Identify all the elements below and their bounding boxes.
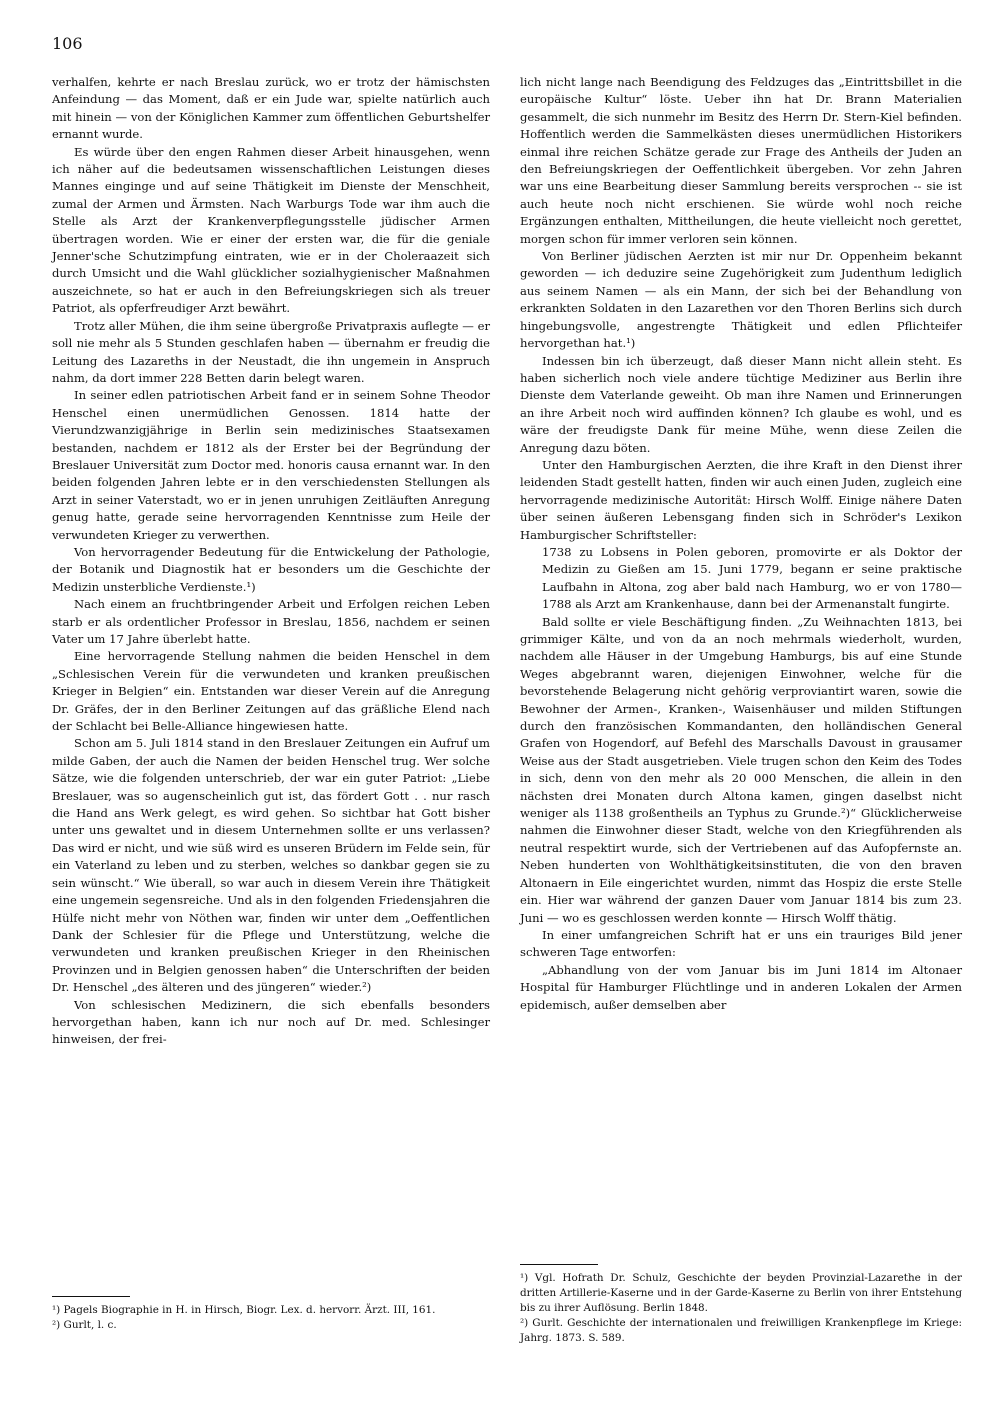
paragraph: Unter den Hamburgischen Aerzten, die ihre Kraft in den Dienst ihrer leidenden Stadt gestellt hatten, finden wir auch einen Juden, zugleich eine hervorragende medizinische Autorität: Hirsch Wolff. Einige nähere Daten über seinen äußeren Lebensgang finden sich in Schröder's Lexikon Hamburgischer Schriftsteller: xyxy=(520,457,962,542)
footnote-rule xyxy=(52,1296,130,1297)
paragraph: Von hervorragender Bedeutung für die Entwickelung der Pathologie, der Botanik und Diagnostik hat er besonders um die Geschichte der Medizin unsterbliche Verdienste.¹) xyxy=(52,544,490,594)
footnote: ²) Gurlt, l. c. xyxy=(52,1319,117,1331)
right-column xyxy=(520,74,962,1014)
left-column xyxy=(52,74,490,1049)
footnotes-right xyxy=(520,1264,962,1346)
footnote: ¹) Pagels Biographie in H. in Hirsch, Biogr. Lex. d. hervorr. Ärzt. III, 161. xyxy=(52,1304,436,1316)
paragraph: Von Berliner jüdischen Aerzten ist mir nur Dr. Oppenheim bekannt geworden — ich deduzire seine Zugehörigkeit zum Judenthum lediglich aus seinem Namen — als ein Mann, der sich bei der Behandlung von erkrankten Soldaten in den Lazarethen vor den Thoren Berlins sich durch hingebungsvolle, angestrengte Thätigkeit und edlen Pflichteifer hervorgethan hat.¹) xyxy=(520,249,962,351)
paragraph: verhalfen, kehrte er nach Breslau zurück, wo er trotz der hämischsten Anfeindung — das Moment, daß er ein Jude war, spielte natürlich auch mit hinein — von der Königlichen Kammer zum öffentlichen Geburtshelfer ernannt wurde. xyxy=(52,75,490,142)
paragraph: Von schlesischen Medizinern, die sich ebenfalls besonders hervorgethan haben, kann ich nur noch auf Dr. med. Schlesinger hinweisen, der frei- xyxy=(52,997,490,1047)
paragraph: Bald sollte er viele Beschäftigung finden. „Zu Weihnachten 1813, bei grimmiger Kälte, und von da an noch mehrmals wiederholt, wurden, nachdem alle Häuser in der Umgebung Hamburgs, bis auf eine Stunde Weges abgebrannt waren, diejenigen Einwohner, welche für die bevorstehende Belagerung nicht gehörig verproviantirt waren, sowie die Bewohner der Armen-, Kranken-, Waisenhäuser und milden Stiftungen durch den französischen Kommandanten, den holländischen General Grafen von Hogendorf, auf Befehl des Marschalls Davoust in grausamer Weise aus der Stadt ausgetrieben. Viele trugen schon den Keim des Todes in sich, denn von den mehr als 20 000 Menschen, die allein in den nächsten drei Monaten durch Altona kamen, gingen daselbst nicht weniger als 1138 großentheils an Typhus zu Grunde.²)“ Glücklicherweise nahmen die Einwohner dieser Stadt, welche von den Kriegführenden als neutral respektirt wurde, sich der Vertriebenen auf das Aufopfernste an. Neben hunderten von Wohlthätigkeitsinstituten, die von den braven Altonaern in Eile eingerichtet wurden, nimmt das Hospiz die erste Stelle ein. Hier war während der ganzen Dauer vom Januar 1814 bis zum 23. Juni — wo es geschlossen werden konnte — Hirsch Wolff thätig. xyxy=(520,614,962,925)
footnotes-left xyxy=(52,1296,490,1333)
block-quote: 1738 zu Lobsens in Polen geboren, promovirte er als Doktor der Medizin zu Gießen am 15. Juni 1779, begann er seine praktische Laufbahn in Altona, zog aber bald nach Hamburg, wo er von 1780—1788 als Arzt am Krankenhause, dann bei der Armenanstalt fungirte. xyxy=(542,544,962,612)
page-number: 106 xyxy=(52,34,83,53)
paragraph: Es würde über den engen Rahmen dieser Arbeit hinausgehen, wenn ich näher auf die bedeutsamen wissenschaftlichen Leistungen dieses Mannes einginge und auf seine Thätigkeit im Dienste der Menschheit, zumal der Armen und Ärmsten. Nach Warburgs Tode war ihm auch die Stelle als Arzt der Krankenverpflegungsstelle jüdischer Armen übertragen worden. Wie er einer der ersten war, die für die geniale Jenner'sche Schutzimpfung eintraten, wie er in der Choleraazeit sich durch Umsicht und die Wahl glücklicher sozialhygienischer Maßnahmen auszeichnete, so hat er auch in den Befreiungskriegen sich als treuer Patriot, als opferfreudiger Arzt bewährt. xyxy=(52,144,490,316)
paragraph: Schon am 5. Juli 1814 stand in den Breslauer Zeitungen ein Aufruf um milde Gaben, der auch die Namen der beiden Henschel trug. Wer solche Sätze, wie die folgenden unterschrieb, der war ein guter Patriot: „Liebe Breslauer, was so augenscheinlich gut ist, das fördert Gott . . nur rasch die Hand ans Werk gelegt, es wird gehen. So sichtbar hat Gott bisher unter uns gewaltet und in diesem Unternehmen sollte er uns verlassen? Das wird er nicht, und wie süß wird es unseren Brüdern im Felde sein, für ein Vaterland zu leben und zu sterben, welches so dankbar gegen sie zu sein wünscht.“ Wie überall, so war auch in diesem Verein ihre Thätigkeit eine ungemein segensreiche. Und als in den folgenden Friedensjahren die Hülfe nicht mehr von Nöthen war, finden wir unter dem „Oeffentlichen Dank der Schlesier für die Pflege und Unterstützung, welche die verwundeten und kranken preußischen Krieger in den Rheinischen Provinzen und in Belgien genossen haben“ die Unterschriften der beiden Dr. Henschel „des älteren und des jüngeren“ wieder.²) xyxy=(52,736,491,995)
paragraph: In einer umfangreichen Schrift hat er uns ein trauriges Bild jener schweren Tage entworfen: xyxy=(520,927,962,960)
paragraph: „Abhandlung von der vom Januar bis im Juni 1814 im Altonaer Hospital für Hamburger Flüchtlinge und in anderen Lokalen der Armen epidemisch, außer demselben aber xyxy=(520,962,962,1012)
paragraph: In seiner edlen patriotischen Arbeit fand er in seinem Sohne Theodor Henschel einen unermüdlichen Genossen. 1814 hatte der Vierundzwanzigjährige in Berlin sein medizinisches Staatsexamen bestanden, nachdem er 1812 als der Erster bei der Begründung der Breslauer Universität zum Doctor med. honoris causa ernannt war. In den beiden folgenden Jahren lebte er in den verschiedensten Stellungen als Arzt in seiner Vaterstadt, wo er in jenen unruhigen Zeitläuften Anregung genug hatte, gerade seine hervorragenden Kenntnisse zum Heile der verwundeten Krieger zu verwerthen. xyxy=(52,388,490,542)
footnote: ¹) Vgl. Hofrath Dr. Schulz, Geschichte der beyden Provinzial-Lazarethe in der dritten Artillerie-Kaserne und in der Garde-Kaserne zu Berlin von ihrer Entstehung bis zu ihrer Auflösung. Berlin 1848. xyxy=(520,1272,962,1314)
paragraph: Nach einem an fruchtbringender Arbeit und Erfolgen reichen Leben starb er als ordentlicher Professor in Breslau, 1856, nachdem er seinen Vater um 17 Jahre überlebt hatte. xyxy=(52,597,490,646)
paragraph: Trotz aller Mühen, die ihm seine übergroße Privatpraxis auflegte — er soll nie mehr als 5 Stunden geschlafen haben — übernahm er freudig die Leitung des Lazareths in der Neustadt, die ihn ungemein in Anspruch nahm, da dort immer 228 Betten darin belegt waren. xyxy=(52,318,490,385)
footnote: ²) Gurlt. Geschichte der internationalen und freiwilligen Krankenpflege im Kriege: Jahrg. 1873. S. 589. xyxy=(520,1317,962,1344)
paragraph: Eine hervorragende Stellung nahmen die beiden Henschel in dem „Schlesischen Verein für die verwundeten und kranken preußischen Krieger in Belgien“ ein. Entstanden war dieser Verein auf die Anregung Dr. Gräfes, der in den Berliner Zeitungen auf das gräßliche Elend nach der Schlacht bei Belle-Alliance hingewiesen hatte. xyxy=(52,649,490,734)
footnote-rule xyxy=(520,1264,598,1265)
paragraph: lich nicht lange nach Beendigung des Feldzuges das „Eintrittsbillet in die europäische Kultur“ löste. Ueber ihn hat Dr. Brann Materialien gesammelt, die sich nunmehr im Besitz des Herrn Dr. Stern-Kiel befinden. Hoffentlich werden die Sammelkästen dieses unermüdlichen Historikers einmal ihre reichen Schätze gerade zur Frage des Antheils der Juden an den Befreiungskriegen der Oeffentlichkeit übergeben. Vor zehn Jahren war uns eine Bearbeitung dieser Sammlung bereits versprochen -- sie ist auch heute noch nicht erschienen. Sie würde wohl noch reiche Ergänzungen enthalten, Mittheilungen, die heute vielleicht noch gerettet, morgen schon für immer verloren sein können. xyxy=(520,75,962,246)
paragraph: Indessen bin ich überzeugt, daß dieser Mann nicht allein steht. Es haben sicherlich noch viele andere tüchtige Mediziner aus Berlin ihre Dienste dem Vaterlande geweiht. Ob man ihre Namen und Erinnerungen an ihre Arbeit noch wird auffinden können? Ich glaube es wohl, und es wäre der freudigste Dank für meine Mühe, wenn diese Zeilen die Anregung dazu böten. xyxy=(520,353,962,455)
